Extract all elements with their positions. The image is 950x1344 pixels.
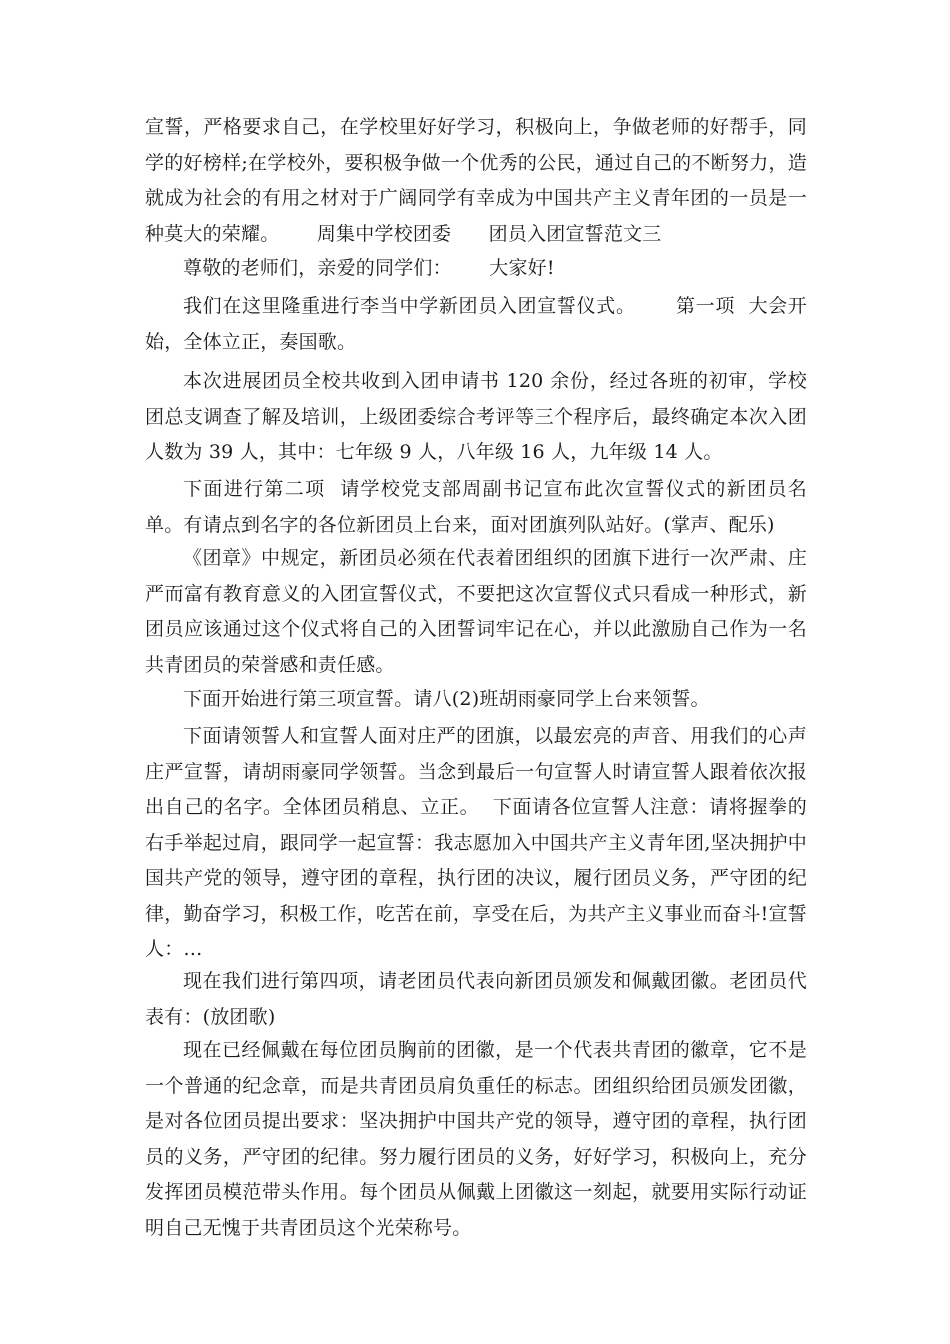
paragraph-9-block [145, 964, 807, 1035]
paragraph-8-block [145, 719, 807, 968]
paragraph-6-block [145, 541, 807, 683]
paragraph-3: 我们在这里隆重进行李当中学新团员入团宣誓仪式。 第一项 大会开始，全体立正，奏国歌。 [145, 295, 807, 353]
paragraph-5: 下面进行第二项 请学校党支部周副书记宣布此次宣誓仪式的新团员名单。有请点到名字的各位新团员上台来，面对团旗列队站好。(掌声、配乐) [145, 478, 807, 536]
paragraph-1: 宣誓，严格要求自己，在学校里好好学习，积极向上，争做老师的好帮手，同学的好榜样;在学校外，要积极争做一个优秀的公民，通过自己的不断努力，造就成为社会的有用之材对于广阔同学有幸成为中国共产主义青年团的一员是一种莫大的荣耀。 周集中学校团委 团员入团宣誓范文三 [145, 116, 807, 245]
paragraph-7-block [145, 682, 807, 718]
paragraph-2: 尊敬的老师们，亲爱的同学们： 大家好! [183, 257, 555, 279]
paragraph-4-block [145, 364, 807, 471]
paragraph-3-block [145, 289, 807, 360]
paragraph-8: 下面请领誓人和宣誓人面对庄严的团旗，以最宏亮的声音、用我们的心声庄严宣誓，请胡雨豪同学领誓。当念到最后一句宣誓人时请宣誓人跟着依次报出自己的名字。全体团员稍息、立正。 下面请各位宣誓人注意：请将握拳的右手举起过肩，跟同学一起宣誓：我志愿加入中国共产主义青年团,坚决拥护中国共产党的领导，遵守团的章程，执行团的决议，履行团员义务，严守团的纪律，勤奋学习，积极工作，吃苦在前，享受在后，为共产主义事业而奋斗!宣誓人：… [145, 725, 807, 960]
paragraph-9: 现在我们进行第四项，请老团员代表向新团员颁发和佩戴团徽。老团员代表有：(放团歌) [145, 970, 807, 1028]
paragraph-7: 下面开始进行第三项宣誓。请八(2)班胡雨豪同学上台来领誓。 [183, 688, 710, 710]
paragraph-6: 《团章》中规定，新团员必须在代表着团组织的团旗下进行一次严肃、庄严而富有教育意义的入团宣誓仪式，不要把这次宣誓仪式只看成一种形式，新团员应该通过这个仪式将自己的入团誓词牢记在心，并以此激励自己作为一名共青团员的荣誉感和责任感。 [145, 547, 807, 676]
paragraph-2-block [145, 251, 807, 287]
paragraph-10-block [145, 1033, 807, 1246]
paragraph-4: 本次进展团员全校共收到入团申请书 120 余份，经过各班的初审，学校团总支调查了解及培训，上级团委综合考评等三个程序后，最终确定本次入团人数为 39 人，其中：七年级 9 人，八年级 16 人，九年级 14 人。 [145, 370, 807, 463]
paragraph-1-block [145, 110, 807, 252]
paragraph-5-block [145, 472, 807, 543]
paragraph-10: 现在已经佩戴在每位团员胸前的团徽，是一个代表共青团的徽章，它不是一个普通的纪念章，而是共青团员肩负重任的标志。团组织给团员颁发团徽，是对各位团员提出要求：坚决拥护中国共产党的领导，遵守团的章程，执行团员的义务，严守团的纪律。努力履行团员的义务，好好学习，积极向上，充分发挥团员模范带头作用。每个团员从佩戴上团徽这一刻起，就要用实际行动证明自己无愧于共青团员这个光荣称号。 [145, 1039, 807, 1239]
